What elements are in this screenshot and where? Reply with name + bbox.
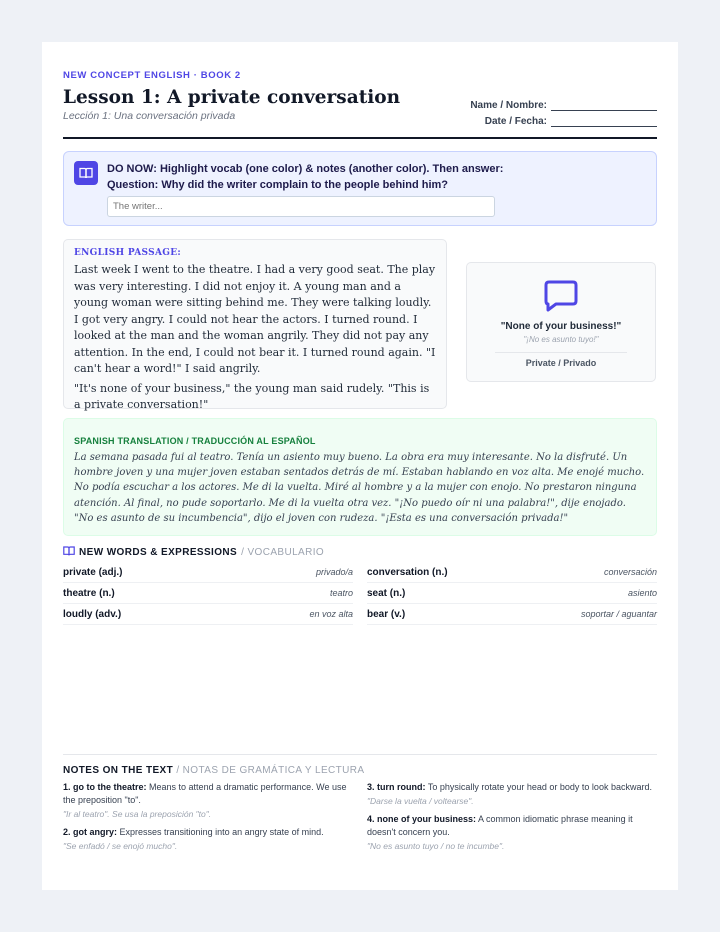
vocab-title: NEW WORDS & EXPRESSIONS bbox=[79, 547, 238, 558]
note-item bbox=[367, 813, 657, 853]
page-title: Lesson 1: A private conversation bbox=[63, 87, 401, 108]
note-translation: "Se enfadó / se enojó mucho". bbox=[63, 841, 178, 851]
notes-subtitle: / NOTAS DE GRAMÁTICA Y LECTURA bbox=[176, 765, 365, 776]
passage-paragraph: "It's none of your business," the young man said rudely. "This is a private conversation!" bbox=[74, 381, 430, 411]
note-text: A common idiomatic phrase meaning it doesn't concern you. bbox=[367, 814, 633, 837]
note-translation: "No es asunto tuyo / no te incumbe". bbox=[367, 841, 505, 851]
english-passage bbox=[63, 239, 447, 409]
note-term: 1. go to the theatre: bbox=[63, 782, 147, 792]
vocab-word: bear (v.) bbox=[367, 608, 406, 620]
note-text: To physically rotate your head or body to look backward. bbox=[427, 782, 652, 792]
notes-section bbox=[63, 754, 657, 858]
note-body bbox=[367, 813, 657, 839]
note-body bbox=[63, 826, 353, 839]
note-translation: "Darse la vuelta / voltearse". bbox=[367, 796, 474, 806]
notes-column-left bbox=[63, 781, 353, 858]
vocab-list bbox=[63, 562, 657, 625]
vocab-subtitle: / VOCABULARIO bbox=[241, 547, 325, 558]
vocab-word: theatre (n.) bbox=[63, 587, 115, 599]
speech-bubble-icon bbox=[543, 279, 579, 318]
quote-card bbox=[466, 262, 656, 382]
quote-text: "None of your business!" bbox=[500, 321, 622, 332]
page-subtitle: Lección 1: Una conversación privada bbox=[63, 110, 236, 122]
header bbox=[63, 87, 657, 127]
notes-title: NOTES ON THE TEXT bbox=[63, 765, 174, 776]
vocab-translation: soportar / aguantar bbox=[580, 609, 657, 619]
vocab-column-left bbox=[63, 562, 353, 625]
open-book-icon bbox=[63, 546, 75, 559]
note-text: Means to attend a dramatic performance. We use the preposition "to". bbox=[63, 782, 347, 805]
note-term: 4. none of your business: bbox=[367, 814, 477, 824]
do-now-box bbox=[63, 151, 657, 226]
vocab-word: seat (n.) bbox=[367, 587, 406, 599]
notes-list bbox=[63, 781, 657, 858]
spanish-text: La semana pasada fui al teatro. Tenía un asiento muy bueno. La obra era muy interesante. No la disfruté. Un hombre joven y una mujer joven estaban sentados detrás de mí. Estaban hablando en voz alta. Me enojé mucho. No podía escuchar a los actores. Me di la vuelta. Miré al hombre y a la mujer con enojo. No prestaron ninguna atención. Al final, no pude soportarlo. Me di la vuelta otra vez. "¡No puedo oír ni una palabra!", dije enojado. "No es asunto de su incumbencia", dijo el joven con rudeza. "¡Esta es una conversación privada!" bbox=[74, 452, 645, 524]
vocab-row bbox=[367, 562, 657, 583]
vocab-translation: teatro bbox=[329, 588, 353, 598]
book-icon bbox=[74, 161, 98, 185]
do-now-instruction: DO NOW: Highlight vocab (one color) & notes (another color). Then answer: bbox=[107, 163, 504, 175]
passage-paragraph: Last week I went to the theatre. I had a very good seat. The play was very interesting. I did not enjoy it. A young man and a young woman were sitting behind me. They were talking loudly. I got very angry. I could not hear the actors. I turned round. I looked at the man and the woman angrily. They did not pay any attention. In the end, I could not bear it. I turned round again. "I can't hear a word!" I said angrily. bbox=[74, 263, 436, 375]
note-translation: "Ir al teatro". Se usa la preposición "to". bbox=[63, 809, 212, 819]
vocab-translation: privado/a bbox=[315, 567, 353, 577]
spanish-translation bbox=[63, 418, 657, 536]
worksheet-page bbox=[42, 42, 678, 890]
date-line[interactable] bbox=[551, 117, 657, 127]
vocab-word: loudly (adv.) bbox=[63, 608, 122, 620]
note-item bbox=[367, 781, 657, 808]
note-body bbox=[367, 781, 657, 794]
vocab-column-right bbox=[367, 562, 657, 625]
notes-heading bbox=[63, 765, 657, 776]
notes-column-right bbox=[367, 781, 657, 858]
vocab-translation: asiento bbox=[627, 588, 657, 598]
do-now-question: Question: Why did the writer complain to the people behind him? bbox=[107, 179, 449, 191]
quote-tag: Private / Privado bbox=[525, 358, 597, 368]
vocab-row bbox=[63, 604, 353, 625]
name-date-fields bbox=[470, 95, 657, 127]
answer-input[interactable] bbox=[107, 196, 495, 217]
name-field[interactable] bbox=[470, 95, 657, 111]
name-label: Name / Nombre: bbox=[470, 100, 547, 111]
spanish-label: SPANISH TRANSLATION / TRADUCCIÓN AL ESPAÑOL bbox=[74, 436, 316, 446]
quote-translation: "¡No es asunto tuyo!" bbox=[523, 335, 599, 344]
vocab-translation: en voz alta bbox=[309, 609, 353, 619]
vocab-row bbox=[367, 583, 657, 604]
name-line[interactable] bbox=[551, 101, 657, 111]
note-item bbox=[63, 781, 353, 821]
vocab-row bbox=[367, 604, 657, 625]
passage-section bbox=[63, 239, 657, 409]
date-label: Date / Fecha: bbox=[484, 116, 547, 127]
note-text: Expresses transitioning into an angry state of mind. bbox=[119, 827, 324, 837]
note-term: 2. got angry: bbox=[63, 827, 118, 837]
header-divider bbox=[63, 137, 657, 139]
note-body bbox=[63, 781, 353, 807]
note-term: 3. turn round: bbox=[367, 782, 426, 792]
series-label: NEW CONCEPT ENGLISH · BOOK 2 bbox=[63, 70, 241, 81]
passage-label: ENGLISH PASSAGE: bbox=[74, 248, 181, 258]
vocab-row bbox=[63, 562, 353, 583]
vocab-translation: conversación bbox=[603, 567, 657, 577]
vocab-word: conversation (n.) bbox=[367, 566, 448, 578]
quote-divider bbox=[495, 352, 627, 353]
note-item bbox=[63, 826, 353, 853]
title-block bbox=[63, 87, 400, 122]
vocab-word: private (adj.) bbox=[63, 566, 123, 578]
vocab-row bbox=[63, 583, 353, 604]
date-field[interactable] bbox=[470, 111, 657, 127]
vocab-heading bbox=[63, 546, 657, 559]
